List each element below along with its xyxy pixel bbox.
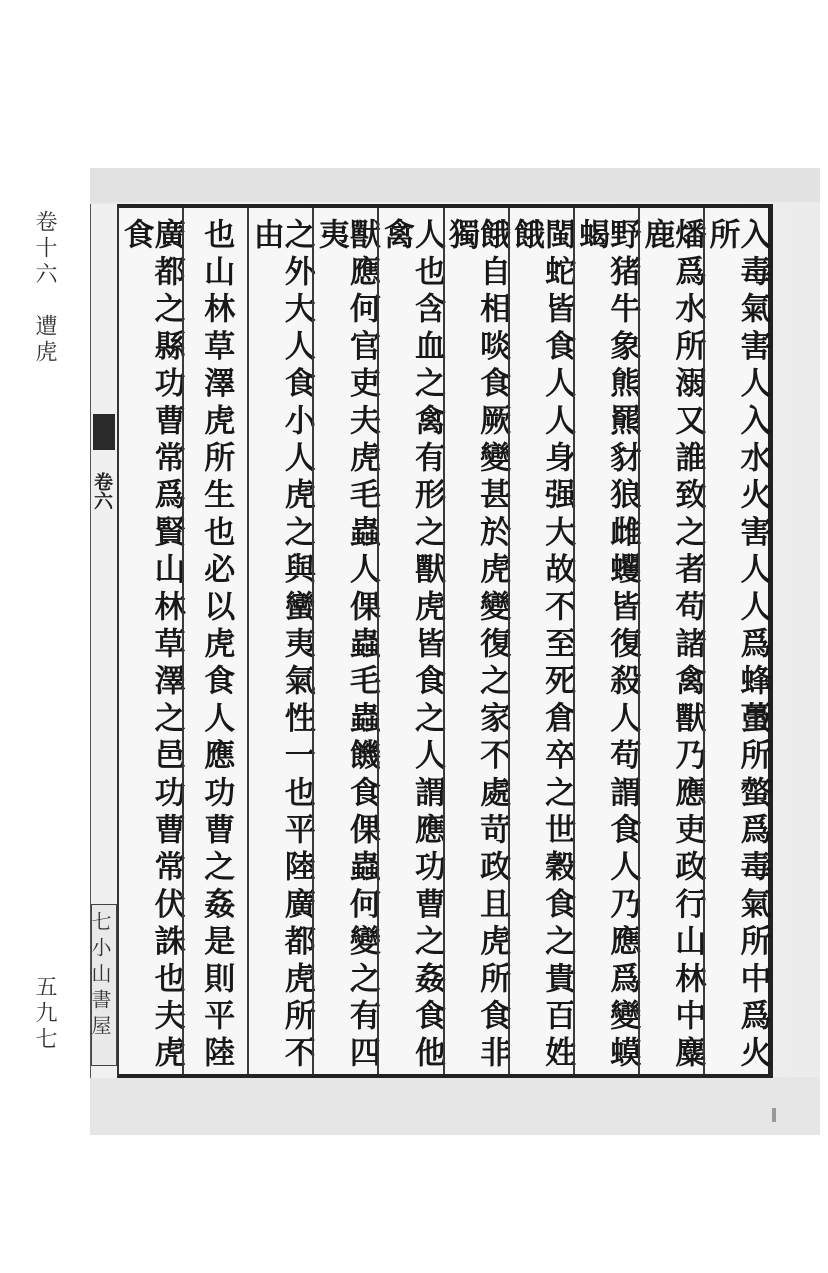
running-title: 卷十六 遭虎 [32, 210, 57, 366]
column-text: 之外大人食小人虎之與蠻夷氣性一也平陸廣都虎所不由 [247, 218, 315, 1074]
text-columns [117, 208, 771, 1074]
column-text: 閩蛇皆食人人身强大故不至死倉卒之世穀食之貴百姓餓 [508, 218, 576, 1074]
column-text: 獸應何官吏夫虎毛蟲人倮蟲毛蟲饑食倮蟲何變之有四夷 [312, 218, 380, 1074]
text-frame [117, 204, 773, 1078]
scan-shadow-top [90, 168, 820, 202]
column-text: 餓自相啖食厥變甚於虎變復之家不處苛政且虎所食非獨 [443, 218, 511, 1074]
column-text: 也山林草澤虎所生也必以虎食人應功曹之姦是則平陸 [198, 218, 235, 1074]
column-text: 廣都之縣功曹常爲賢山林草澤之邑功曹常伏誅也夫虎食 [117, 218, 185, 1074]
seal-text: 七小山書屋 [88, 911, 112, 1041]
column-text: 燔爲水所溺又誰致之者苟諸禽獸乃應吏政行山林中麋鹿 [638, 218, 706, 1074]
text-column-4 [508, 208, 576, 1074]
column-text: 入毒氣害人入水火害人人爲蜂蠆所螫爲毒氣所中爲火所 [703, 218, 771, 1074]
column-text: 野猪牛象熊羆豺狼雌蠼皆復殺人苟謂食人乃應爲變蟆蝎 [573, 218, 641, 1074]
page-number: 五九七 [32, 975, 57, 1053]
text-column-2 [638, 208, 706, 1074]
text-column-10 [117, 208, 185, 1074]
fore-edge-column [90, 204, 118, 1078]
text-column-5 [443, 208, 511, 1074]
column-text: 人也含血之禽有形之獸虎皆食之人謂應功曹之姦食他禽 [377, 218, 445, 1074]
fore-edge-seal [88, 904, 117, 1066]
text-column-7 [312, 208, 380, 1074]
fishtail-mark [93, 414, 115, 450]
text-column-9 [182, 208, 247, 1074]
scan-shadow-bottom [90, 1077, 820, 1135]
text-column-3 [573, 208, 641, 1074]
scan-speck [772, 1108, 776, 1122]
text-column-6 [377, 208, 445, 1074]
text-column-8 [247, 208, 315, 1074]
text-column-1 [703, 208, 771, 1074]
scanned-page [90, 168, 820, 1135]
fore-edge-title: 卷六 [91, 472, 113, 510]
